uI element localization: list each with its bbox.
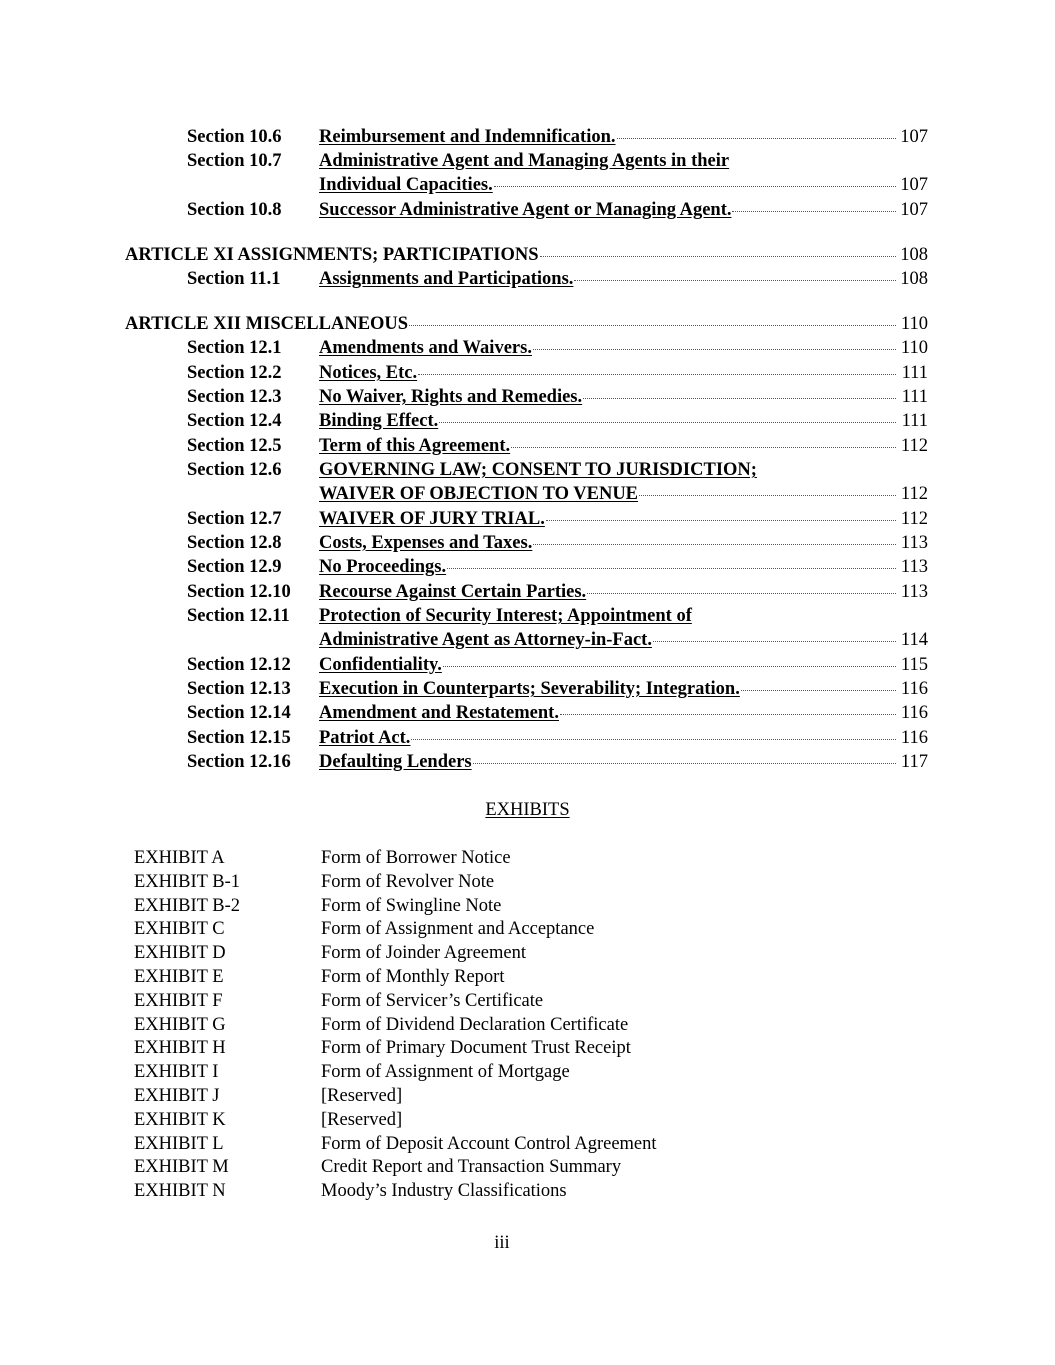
exhibit-label: EXHIBIT J [134,1086,220,1106]
section-number: Section 12.7 [187,509,282,529]
section-number: Section 12.13 [187,679,291,699]
toc-section-row[interactable] [0,628,1055,652]
exhibit-description: Credit Report and Transaction Summary [321,1157,622,1178]
toc-entry-title[interactable]: Successor Administrative Agent or Managing Agent. [319,200,732,220]
section-number: Section 12.12 [187,655,291,675]
exhibit-label: EXHIBIT E [134,967,224,987]
section-number: Section 10.8 [187,200,282,220]
exhibit-row [0,1084,1055,1108]
toc-section-row[interactable] [0,726,1055,750]
exhibit-label: EXHIBIT D [134,943,226,964]
toc-entry[interactable] [319,701,928,725]
dot-leader [732,210,896,212]
toc-entry-title[interactable]: WAIVER OF OBJECTION TO VENUE [319,484,639,504]
toc-entry-title[interactable]: GOVERNING LAW; CONSENT TO JURISDICTION; [319,460,757,480]
toc-entry-title[interactable]: Costs, Expenses and Taxes. [319,533,533,553]
dot-leader [540,255,897,257]
toc-section-row[interactable] [0,336,1055,360]
toc-entry-title[interactable]: Amendment and Restatement. [319,703,559,723]
exhibit-row [0,1013,1055,1037]
exhibit-row [0,870,1055,894]
section-number: Section 12.2 [187,363,282,383]
exhibit-description: Form of Servicer’s Certificate [321,990,544,1011]
toc-entry[interactable] [319,482,928,506]
exhibit-row [0,917,1055,941]
toc-entry[interactable] [319,628,928,652]
exhibit-row [0,1036,1055,1060]
toc-entry[interactable] [125,243,928,267]
toc-entry[interactable] [319,531,928,555]
exhibit-row [0,846,1055,870]
toc-entry[interactable] [319,458,928,482]
dot-leader [439,421,896,423]
toc-entry[interactable] [125,312,928,336]
toc-entry-title[interactable]: Individual Capacities. [319,175,493,195]
dot-leader [418,373,896,375]
exhibit-label: EXHIBIT C [134,919,225,940]
toc-entry[interactable] [319,198,928,222]
toc-entry[interactable] [319,604,928,628]
exhibit-description: [Reserved] [321,1109,403,1130]
toc-entry-title[interactable]: Binding Effect. [319,411,439,431]
exhibit-row [0,941,1055,965]
exhibit-row [0,1155,1055,1179]
exhibit-row [0,965,1055,989]
toc-entry-title[interactable]: ARTICLE XII MISCELLANEOUS [125,314,409,334]
toc-section-row[interactable] [0,750,1055,774]
toc-page-number: 116 [900,703,928,723]
toc-section-row[interactable] [0,701,1055,725]
exhibit-label: EXHIBIT L [134,1133,224,1154]
exhibit-label: EXHIBIT K [134,1109,226,1130]
exhibit-row [0,989,1055,1013]
toc-section-row[interactable] [0,385,1055,409]
toc-section-row[interactable] [0,580,1055,604]
exhibit-description: Form of Borrower Notice [321,848,511,868]
exhibit-description: Form of Dividend Declaration Certificate [321,1014,629,1035]
section-number: Section 12.9 [187,557,282,577]
toc-entry[interactable] [319,726,928,750]
toc-section-row[interactable] [0,677,1055,701]
section-number: Section 12.6 [187,460,282,480]
toc-entry[interactable] [319,149,928,173]
toc-page-number: 108 [900,269,928,289]
dot-leader [653,640,896,642]
dot-leader [511,446,896,448]
section-number: Section 12.16 [187,752,291,772]
toc-entry-title[interactable]: Recourse Against Certain Parties. [319,582,587,602]
toc-section-row[interactable] [0,149,1055,173]
dot-leader [447,567,896,569]
toc-page-number: 114 [900,630,928,650]
toc-entry[interactable] [319,361,928,385]
toc-section-row[interactable] [0,361,1055,385]
exhibit-description: Form of Primary Document Trust Receipt [321,1038,631,1059]
toc-entry-title[interactable]: Administrative Agent and Managing Agents in their [319,151,730,171]
toc-section-row[interactable] [0,555,1055,579]
toc-entry[interactable] [319,336,928,360]
dot-leader [587,592,896,594]
toc-section-row[interactable] [0,458,1055,482]
exhibit-row [0,1060,1055,1084]
toc-page-number: 116 [900,728,928,748]
toc-entry[interactable] [319,507,928,531]
toc-entry-title[interactable]: ARTICLE XI ASSIGNMENTS; PARTICIPATIONS [125,245,539,265]
toc-entry[interactable] [319,267,928,291]
dot-leader [741,689,896,691]
exhibit-label: EXHIBIT N [134,1181,226,1202]
dot-leader [617,137,896,139]
exhibit-description: [Reserved] [321,1086,403,1106]
section-number: Section 10.6 [187,127,282,147]
exhibit-row [0,894,1055,918]
dot-leader [574,279,896,281]
section-number: Section 12.3 [187,387,282,407]
toc-entry-title[interactable]: No Waiver, Rights and Remedies. [319,387,583,407]
dot-leader [560,713,896,715]
toc-article-row[interactable] [0,312,1055,336]
section-number: Section 11.1 [187,269,281,289]
section-number: Section 12.15 [187,728,291,748]
toc-entry[interactable] [319,653,928,677]
section-number: Section 12.14 [187,703,291,723]
dot-leader [443,665,896,667]
toc-entry[interactable] [319,125,928,149]
toc-page-number: 111 [901,411,928,431]
exhibit-description: Form of Assignment and Acceptance [321,919,595,940]
dot-leader [546,519,896,521]
toc-section-row[interactable] [0,434,1055,458]
toc-article-row[interactable] [0,243,1055,267]
toc-entry-title[interactable]: Term of this Agreement. [319,436,511,456]
dot-leader [409,324,896,326]
dot-leader [494,185,896,187]
exhibit-label: EXHIBIT G [134,1014,226,1035]
toc-entry-title[interactable]: No Proceedings. [319,557,447,577]
toc-section-row[interactable] [0,604,1055,628]
dot-leader [583,397,896,399]
toc-page-number: 115 [900,655,928,675]
exhibit-label: EXHIBIT B-2 [134,895,241,916]
toc-section-row[interactable] [0,267,1055,291]
exhibit-description: Form of Monthly Report [321,967,505,987]
toc-page-number: 112 [900,484,928,504]
exhibits-heading: EXHIBITS [485,800,570,820]
toc-entry-title[interactable]: Protection of Security Interest; Appointment of [319,606,692,626]
toc-page-number: 113 [900,582,928,602]
exhibit-label: EXHIBIT M [134,1157,229,1178]
toc-page-number: 110 [900,338,928,358]
toc-section-row[interactable] [0,482,1055,506]
section-number: Section 12.11 [187,606,290,626]
page-number: iii [494,1233,510,1253]
toc-entry[interactable] [319,409,928,433]
exhibit-description: Form of Swingline Note [321,895,502,916]
section-number: Section 12.10 [187,582,291,602]
toc-entry-title[interactable]: Administrative Agent as Attorney-in-Fact. [319,630,652,650]
exhibit-description: Moody’s Industry Classifications [321,1181,567,1202]
exhibit-label: EXHIBIT B-1 [134,871,241,892]
exhibit-row [0,1108,1055,1132]
toc-entry[interactable] [319,677,928,701]
exhibit-description: Form of Assignment of Mortgage [321,1062,570,1083]
toc-page-number: 107 [900,175,928,195]
toc-section-row[interactable] [0,409,1055,433]
toc-page-number: 113 [900,533,928,553]
toc-entry[interactable] [319,173,928,197]
toc-entry-title[interactable]: Reimbursement and Indemnification. [319,127,616,147]
toc-entry[interactable] [319,385,928,409]
section-number: Section 10.7 [187,151,282,171]
toc-entry-title[interactable]: Defaulting Lenders [319,752,472,772]
toc-entry-title[interactable]: Notices, Etc. [319,363,418,383]
toc-page-number: 107 [900,200,928,220]
exhibit-label: EXHIBIT H [134,1038,226,1059]
toc-entry-title[interactable]: Patriot Act. [319,728,411,748]
exhibit-description: Form of Deposit Account Control Agreement [321,1133,657,1154]
toc-page-number: 117 [900,752,928,772]
exhibit-description: Form of Joinder Agreement [321,943,526,964]
exhibit-description: Form of Revolver Note [321,871,495,892]
toc-page-number: 113 [900,557,928,577]
toc-page-number: 111 [901,387,928,407]
toc-page-number: 116 [900,679,928,699]
toc-page-number: 112 [900,509,928,529]
section-number: Section 12.1 [187,338,282,358]
section-number: Section 12.8 [187,533,282,553]
toc-page-number: 112 [900,436,928,456]
toc-page-number: 107 [900,127,928,147]
section-number: Section 12.4 [187,411,282,431]
toc-entry-title[interactable]: Confidentiality. [319,655,442,675]
toc-section-row[interactable] [0,198,1055,222]
section-number: Section 12.5 [187,436,282,456]
dot-leader [533,348,896,350]
toc-entry[interactable] [319,750,928,774]
toc-section-row[interactable] [0,173,1055,197]
exhibit-row [0,1132,1055,1156]
exhibit-label: EXHIBIT F [134,990,223,1011]
toc-entry-title[interactable]: Amendments and Waivers. [319,338,532,358]
toc-section-row[interactable] [0,531,1055,555]
toc-entry-title[interactable]: Assignments and Participations. [319,269,574,289]
exhibit-row [0,1179,1055,1203]
dot-leader [411,738,896,740]
toc-page-number: 111 [901,363,928,383]
toc-entry[interactable] [319,580,928,604]
toc-section-row[interactable] [0,507,1055,531]
dot-leader [473,762,896,764]
toc-entry[interactable] [319,555,928,579]
toc-section-row[interactable] [0,653,1055,677]
toc-section-row[interactable] [0,125,1055,149]
exhibit-label: EXHIBIT I [134,1062,219,1083]
exhibit-label: EXHIBIT A [134,848,225,868]
toc-entry[interactable] [319,434,928,458]
toc-page-number: 108 [900,245,928,265]
toc-page-number: 110 [900,314,928,334]
dot-leader [533,543,896,545]
dot-leader [639,494,896,496]
toc-entry-title[interactable]: Execution in Counterparts; Severability; Integration. [319,679,740,699]
toc-entry-title[interactable]: WAIVER OF JURY TRIAL. [319,509,545,529]
